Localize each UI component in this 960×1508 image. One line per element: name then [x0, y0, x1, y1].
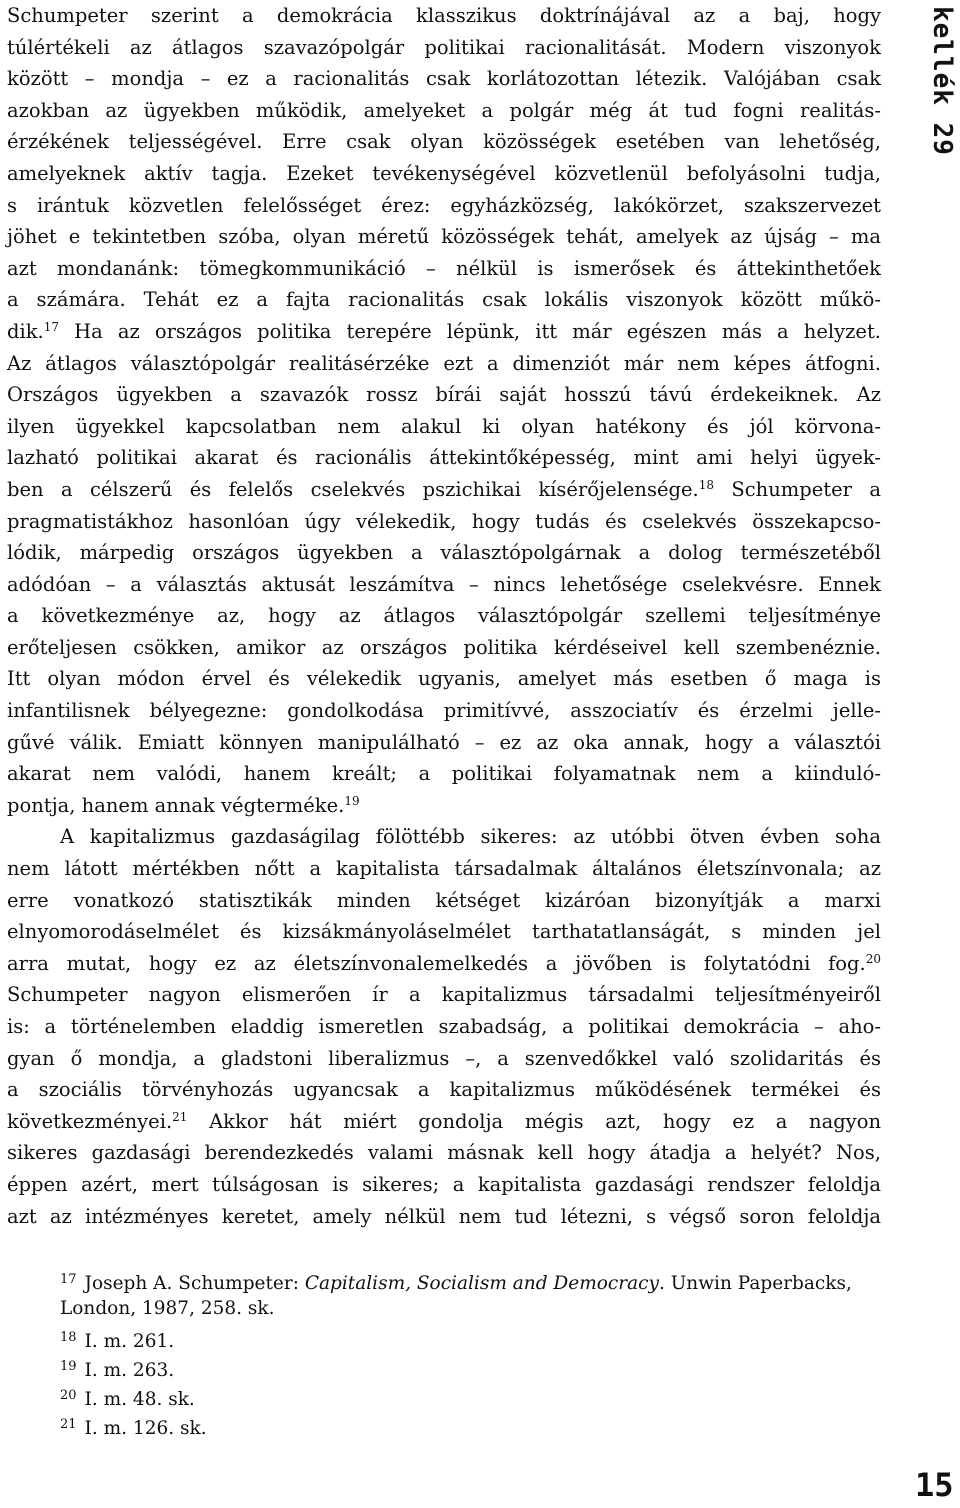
body-line: a szociális törvényhozás ugyancsak a kapitalizmus működésének termékei és	[7, 1078, 881, 1102]
footnote-ref-19[interactable]: 19	[344, 793, 360, 808]
body-line: érzékének teljességével. Erre csak olyan közösségek esetében van lehetőség,	[7, 130, 881, 154]
running-head	[917, 6, 957, 166]
body-line: adódóan – a választás aktusát leszámítva – nincs lehetősége cselekvésre. Ennek	[7, 572, 881, 596]
footnote-text: I. m. 263.	[84, 1360, 175, 1381]
body-line-start: következményei.	[7, 1109, 173, 1133]
body-line-start: arra mutat, hogy ez az életszínvonalemelkedés a jövőben is folytatódni fog.	[7, 951, 866, 975]
body-line: Itt olyan módon érvel és vélekedik ugyanis, amelyet más esetben ő maga is	[7, 667, 881, 691]
body-line: éppen azért, mert túlságosan is sikeres; a kapitalista gazdasági rendszer feloldja	[7, 1172, 881, 1196]
footnote-text	[85, 1273, 852, 1294]
body-line: a számára. Tehát ez a fajta racionalitás csak lokális viszonyok között műkö-	[7, 288, 881, 312]
footnote-20	[60, 1381, 880, 1410]
body-line: akarat nem valódi, hanem kreált; a politikai folyamatnak nem a kiinduló-	[7, 762, 881, 786]
body-line-end: Ha az országos politika terepére lépünk, itt már egészen más a helyzet.	[59, 319, 881, 343]
body-line: között – mondja – ez a racionalitás csak korlátozottan létezik. Valójában csak	[7, 67, 881, 91]
footnote-18	[60, 1323, 880, 1352]
body-line: gűvé válik. Emiatt könnyen manipulálható – ez az oka annak, hogy a választói	[7, 730, 881, 754]
footnote-text: I. m. 126. sk.	[84, 1418, 207, 1439]
body-line: A kapitalizmus gazdaságilag fölöttébb sikeres: az utóbbi ötven évben soha	[60, 825, 881, 849]
body-line: nem látott mértékben nőtt a kapitalista társadalmak általános életszínvonala; az	[7, 857, 881, 881]
body-line: Országos ügyekben a szavazók rossz bírái saját hosszú távú érdekeiknek. Az	[7, 383, 881, 407]
body-line: lazható politikai akarat és racionális áttekintőképesség, mint ami helyi ügyek-	[7, 446, 881, 470]
body-line: Schumpeter szerint a demokrácia klasszikus doktrínájával az a baj, hogy	[7, 4, 881, 27]
body-line: infantilisnek bélyegezne: gondolkodása primitívvé, asszociatív és érzelmi jelle-	[7, 699, 881, 723]
footnote-number: 20	[60, 1388, 77, 1403]
body-line	[7, 948, 881, 980]
body-line: gyan ő mondja, a gladstoni liberalizmus –, a szenvedőkkel való szolidaritás és	[7, 1046, 881, 1070]
footnote-ref-20[interactable]: 20	[865, 951, 881, 966]
footnote-publisher: . Unwin Paperbacks,	[658, 1273, 852, 1294]
body-line-end: Schumpeter a	[714, 477, 881, 501]
footnote-number: 19	[60, 1359, 77, 1374]
body-line	[7, 474, 881, 506]
footnote-text: I. m. 261.	[84, 1331, 175, 1352]
body-line: sikeres gazdasági berendezkedés valami másnak kell hogy átadja a helyét? Nos,	[7, 1141, 881, 1165]
body-line: azokban az ügyekben működik, amelyeket a polgár még át tud fogni realitás-	[7, 98, 881, 122]
page-number: 15	[915, 1466, 954, 1504]
body-line: azt mondanánk: tömegkommunikáció – nélkül is ismerősek és áttekinthetőek	[7, 256, 881, 280]
body-line: jöhet e tekintetben szóba, olyan méretű közösségek tehát, amelyek az újság – ma	[7, 225, 881, 249]
footnote-17	[60, 1265, 880, 1294]
body-line: ilyen ügyekkel kapcsolatban nem alakul ki olyan hatékony és jól körvona-	[7, 414, 881, 438]
body-line: a következménye az, hogy az átlagos választópolgár szellemi teljesítménye	[7, 604, 881, 628]
footnote-number: 21	[60, 1417, 77, 1432]
body-line: erőteljesen csökken, amikor az országos politika kérdéseivel kell szembenéznie.	[7, 635, 881, 659]
body-line: túlértékeli az átlagos szavazópolgár politikai racionalitását. Modern viszonyok	[7, 35, 881, 59]
body-text	[7, 0, 881, 1232]
footnotes	[60, 1265, 880, 1439]
body-line-end: Akkor hát miért gondolja mégis azt, hogy ez a nagyon	[187, 1109, 881, 1133]
body-line	[7, 790, 881, 822]
body-line: Az átlagos választópolgár realitásérzéke ezt a dimenziót már nem képes átfogni.	[7, 351, 881, 375]
body-line: Schumpeter nagyon elismerően ír a kapitalizmus társadalmi teljesítményeiről	[7, 983, 881, 1007]
footnote-ref-18[interactable]: 18	[698, 477, 714, 492]
body-line-start: dik.	[7, 319, 44, 343]
body-line: pragmatistákhoz hasonlóan úgy vélekedik, hogy tudás és cselekvés összekapcso-	[7, 509, 881, 533]
footnote-ref-21[interactable]: 21	[172, 1109, 188, 1124]
footnote-book-title: Capitalism, Socialism and Democracy	[304, 1273, 659, 1294]
body-line: elnyomorodáselmélet és kizsákmányoláselmélet tarthatatlanságát, s minden jel	[7, 920, 881, 944]
footnote-author: Joseph A. Schumpeter:	[84, 1273, 305, 1294]
body-line: is: a történelemben eladdig ismeretlen szabadság, a politikai demokrácia – aho-	[7, 1015, 881, 1038]
running-head-text: kellék 29	[927, 6, 957, 156]
body-line: s irántuk közvetlen felelősséget érez: egyházközség, lakókörzet, szakszervezet	[7, 193, 881, 217]
footnote-ref-17[interactable]: 17	[43, 319, 60, 334]
footnote-number: 17	[60, 1272, 77, 1287]
body-line-start: ben a célszerű és felelős cselekvés pszichikai kísérőjelensége.	[7, 477, 699, 501]
body-line: lódik, márpedig országos ügyekben a választópolgárnak a dolog természetéből	[7, 541, 881, 565]
body-line-start: pontja, hanem annak végterméke.	[7, 793, 345, 817]
body-line: erre vonatkozó statisztikák minden kétséget kizáróan bizonyítják a marxi	[7, 888, 881, 912]
body-line: azt az intézményes keretet, amely nélkül nem tud létezni, s végső soron feloldja	[7, 1204, 881, 1228]
footnote-21	[60, 1410, 880, 1439]
footnote-19	[60, 1352, 880, 1381]
footnote-text: I. m. 48. sk.	[84, 1389, 195, 1410]
body-line	[7, 1106, 881, 1138]
body-line	[7, 316, 881, 348]
footnote-17-continuation: London, 1987, 258. sk.	[60, 1298, 275, 1319]
body-line: amelyeknek aktív tagja. Ezeket tevékenységével közvetlenül befolyásolni tudja,	[7, 161, 881, 185]
footnote-number: 18	[60, 1330, 77, 1345]
